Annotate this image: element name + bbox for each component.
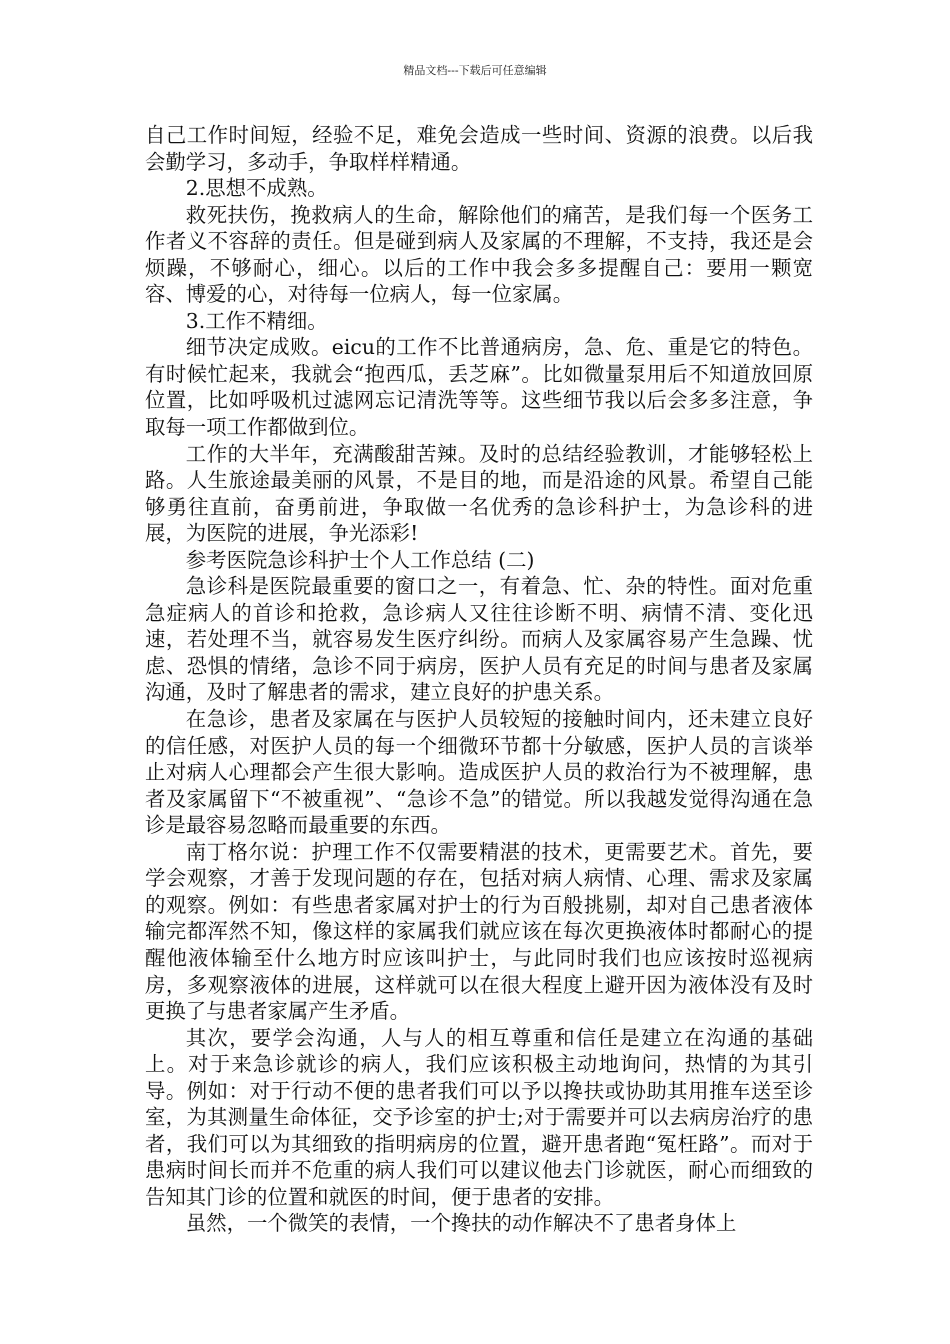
section-heading: 2.思想不成熟。	[185, 176, 328, 201]
paragraph: 细节决定成败。eicu的工作不比普通病房，急、危、重是它的特色。有时候忙起来，我就会“抱西瓜，丢芝麻”。比如微量泵用后不知道放回原位置，比如呼吸机过滤网忘记清洗等等。这些细节我以后会多多注意，争取每一项工作都做到位。	[145, 335, 813, 440]
paragraph: 虽然，一个微笑的表情，一个搀扶的动作解决不了患者身体上	[185, 1211, 737, 1236]
paragraph: 其次，要学会沟通，人与人的相互尊重和信任是建立在沟通的基础上。对于来急诊就诊的病人，我们应该积极主动地询问，热情的为其引导。例如：对于行动不便的患者我们可以予以搀扶或协助其用推车送至诊室，为其测量生命体征，交予诊室的护士;对于需要并可以去病房治疗的患者，我们可以为其细致的指明病房的位置，避开患者跑“冤枉路”。而对于患病时间长而并不危重的病人我们可以建议他去门诊就医，耐心而细致的告知其门诊的位置和就医的时间，便于患者的安排。	[145, 1025, 813, 1209]
paragraph: 救死扶伤，挽救病人的生命，解除他们的痛苦，是我们每一个医务工作者义不容辞的责任。但是碰到病人及家属的不理解，不支持，我还是会烦躁，不够耐心，细心。以后的工作中我会多多提醒自己：要用一颗宽容、博爱的心，对待每一位病人，每一位家属。	[145, 202, 813, 307]
paragraph: 自己工作时间短，经验不足，难免会造成一些时间、资源的浪费。以后我会勤学习，多动手，争取样样精通。	[145, 123, 813, 174]
paragraph: 南丁格尔说：护理工作不仅需要精湛的技术，更需要艺术。首先，要学会观察，才善于发现问题的存在，包括对病人病情、心理、需求及家属的观察。例如：有些患者家属对护士的行为百般挑剔，却对自己患者液体输完都浑然不知，像这样的家属我们就应该在每次更换液体时都耐心的提醒他液体输至什么地方时应该叫护士，与此同时我们也应该按时巡视病房，多观察液体的进展，这样就可以在很大程度上避开因为液体没有及时更换了与患者家属产生矛盾。	[145, 839, 813, 1024]
page-header: 精品文档---下载后可任意编辑	[403, 64, 547, 77]
document-body	[145, 122, 813, 1237]
paragraph: 在急诊，患者及家属在与医护人员较短的接触时间内，还未建立良好的信任感，对医护人员的每一个细微环节都十分敏感，医护人员的言谈举止对病人心理都会产生很大影响。造成医护人员的救治行为不被理解，患者及家属留下“不被重视”、“急诊不急”的错觉。所以我越发觉得沟通在急诊是最容易忽略而最重要的东西。	[145, 707, 813, 838]
paragraph: 工作的大半年，充满酸甜苦辣。及时的总结经验教训，才能够轻松上路。人生旅途最美丽的风景，不是目的地，而是沿途的风景。希望自己能够勇往直前，奋勇前进，争取做一名优秀的急诊科护士，为急诊科的进展，为医院的进展，争光添彩!	[145, 441, 813, 546]
paragraph: 急诊科是医院最重要的窗口之一，有着急、忙、杂的特性。面对危重急症病人的首诊和抢救，急诊病人又往往诊断不明、病情不清、变化迅速，若处理不当，就容易发生医疗纠纷。而病人及家属容易产生急躁、忧虑、恐惧的情绪，急诊不同于病房，医护人员有充足的时间与患者及家属沟通，及时了解患者的需求，建立良好的护患关系。	[145, 574, 813, 705]
section-heading: 3.工作不精细。	[185, 308, 328, 333]
section-title: 参考医院急诊科护士个人工作总结 (二)	[185, 547, 535, 572]
